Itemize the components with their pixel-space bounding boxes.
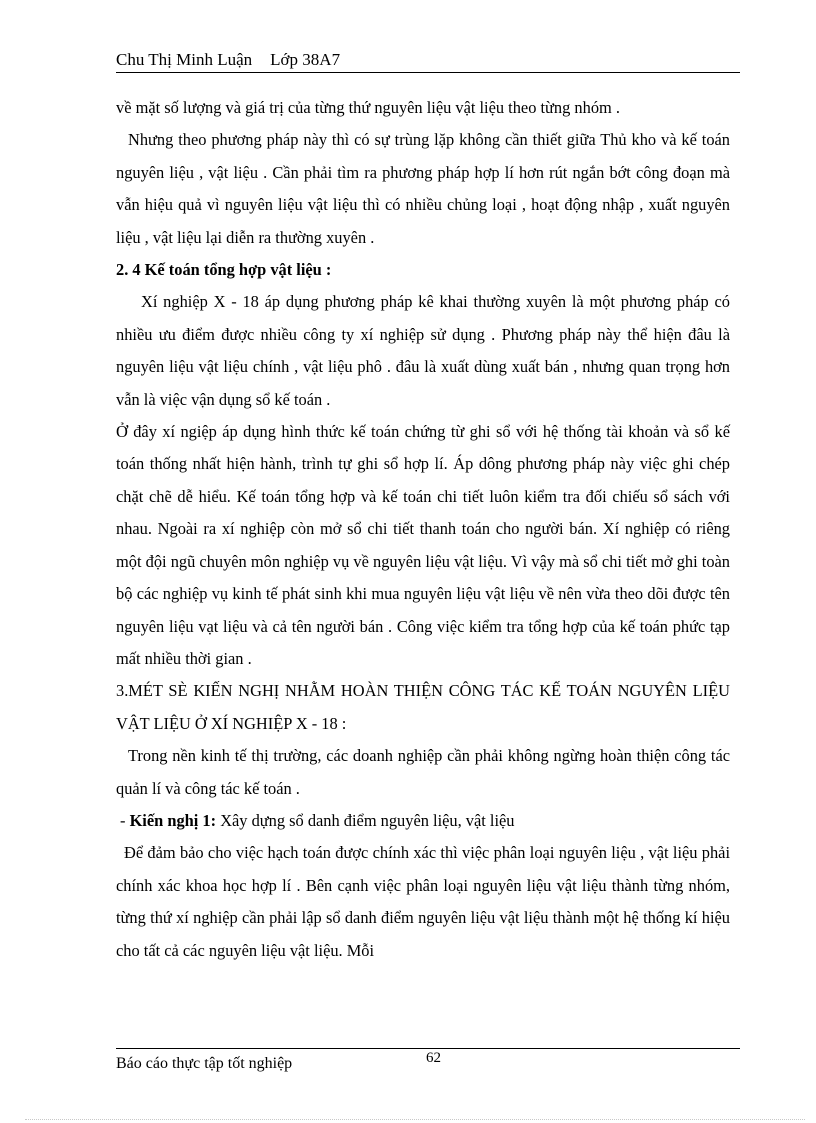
page-edge-divider [25,1119,805,1120]
paragraph-voucher-ledger: Ở đây xí ngiệp áp dụng hình thức kế toán chứng từ ghi sổ với hệ thống tài khoản và sổ kế toán thống nhất hiện hành, trình tự ghi sổ hợp lí. Áp dông phương pháp này việc ghi chép chặt chẽ dễ hiểu. Kế toán tổng hợp và kế toán chi tiết luôn kiểm tra đối chiếu sổ sách với nhau. Ngoài ra xí nghiệp còn mở sổ chi tiết thanh toán cho người bán. Xí nghiệp có riêng một đội ngũ chuyên môn nghiệp vụ về nguyên liệu vật liệu. Vì vậy mà sổ chi tiết mở ghi toàn bộ các nghiệp vụ kinh tế phát sinh khi mua nguyên liệu vật liệu về nên vừa theo dõi được tên nguyên liệu vạt liệu và cả tên người bán . Công việc kiểm tra tổng hợp của kế toán phức tạp mất nhiều thời gian . [116,422,730,668]
document-body [116,92,730,967]
footer-rule [116,1048,740,1049]
paragraph-perpetual-method: Xí nghiệp X - 18 áp dụng phương pháp kê khai thường xuyên là một phương pháp có nhiều ưu điểm được nhiều công ty xí nghiệp sử dụng . Phương pháp này thể hiện đâu là nguyên liệu vật liệu chính , vật liệu phô . đâu là xuất dùng xuất bán , nhưng quan trọng hơn vẫn là việc vận dụng sổ kế toán . [116,292,730,409]
header-rule [116,72,740,73]
section-heading-2-4: 2. 4 Kế toán tổng hợp vật liệu : [116,260,332,280]
recommendation-1-text: Xây dựng sổ danh điểm nguyên liệu, vật liệu [216,810,515,830]
header-author: Chu Thị Minh Luận [116,50,253,69]
section-heading-3: 3.MÉT SÈ KIẾN NGHỊ NHẰM HOÀN THIỆN CÔNG TÁC KẾ TOÁN NGUYÊN LIỆU VẬT LIỆU Ở XÍ NGHIỆP X - 18 : [116,681,730,733]
page-number: 62 [426,1050,441,1066]
paragraph-classification: Để đảm bảo cho việc hạch toán được chính xác thì việc phân loại nguyên liệu , vật liệu phải chính xác khoa học hợp lí . Bên cạnh việc phân loại nguyên liệu vật liệu thành từng nhóm, từng thứ xí nghiệp cần phải lập sổ danh điểm nguyên liệu vật liệu thành một hệ thống kí hiệu cho tất cả các nguyên liệu vật liệu. Mỗi [116,843,730,960]
recommendation-1-prefix: - [120,810,130,830]
recommendation-1 [116,805,730,837]
paragraph-continuation: về mặt số lượng và giá trị của từng thứ nguyên liệu vật liệu theo từng nhóm . [116,98,620,117]
page-header [116,50,740,70]
footer-label: Báo cáo thực tập tốt nghiệp [116,1055,293,1072]
header-class: Lớp 38A7 [270,50,341,69]
recommendation-1-label: Kiến nghị 1: [129,810,217,830]
paragraph-duplication-issue: Nhưng theo phương pháp này thì có sự trùng lặp không cần thiết giữa Thủ kho và kế toán nguyên liệu , vật liệu . Cần phải tìm ra phương pháp hợp lí hơn rút ngắn bớt công đoạn mà vẫn hiệu quả vì nguyên liệu vật liệu thì có nhiều chủng loại , hoạt động nhập , xuất nguyên liệu , vật liệu lại diễn ra thường xuyên . [116,130,730,247]
paragraph-market-economy: Trong nền kinh tế thị trường, các doanh nghiệp cần phải không ngừng hoàn thiện công tác quản lí và công tác kế toán . [116,746,730,798]
